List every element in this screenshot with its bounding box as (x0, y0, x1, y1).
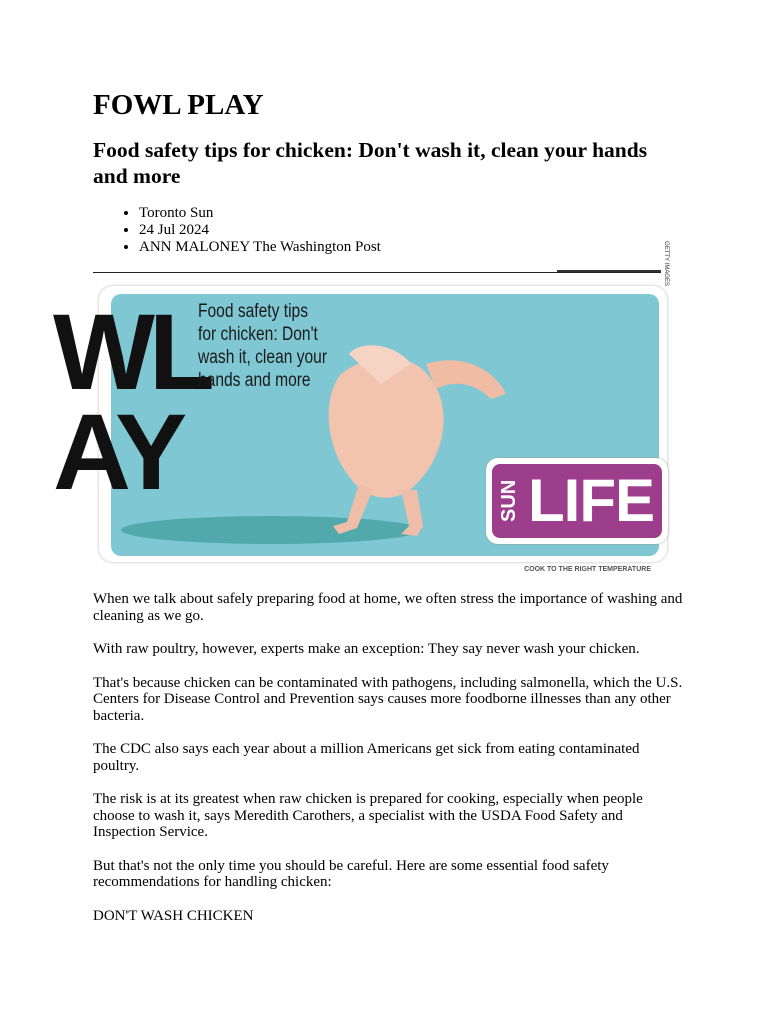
article-subtitle: Food safety tips for chicken: Don't wash it, clean your hands and more (93, 138, 648, 188)
paragraph: With raw poultry, however, experts make an exception: They say never wash your chicken. (93, 641, 640, 657)
article-meta-list (93, 205, 381, 256)
paragraph: That's because chicken can be contaminated with pathogens, including salmonella, which the U.S. Centers for Disease Control and Prevention says causes more foodborne illnesses than any other bacteria. (93, 674, 683, 724)
meta-source: • Toronto Sun (139, 205, 381, 222)
fowl-play-graphic-text: WL AY (53, 291, 209, 512)
photo-credit: GETTY IMAGES (663, 241, 669, 286)
divider-accent (557, 270, 661, 272)
chicken-shadow (121, 516, 421, 544)
divider (93, 272, 661, 273)
article-body (93, 591, 683, 941)
image-bottom-strip (93, 566, 673, 574)
paragraph: But that's not the only time you should be careful. Here are some essential food safety recommendations for handling chicken: (93, 857, 609, 890)
meta-date: • 24 Jul 2024 (139, 222, 381, 239)
badge-sun-text: SUN (498, 479, 520, 523)
article-title: FOWL PLAY (93, 89, 264, 121)
paragraph: The CDC also says each year about a million Americans get sick from eating contaminated poultry. (93, 741, 640, 774)
paragraph: When we talk about safely preparing food at home, we often stress the importance of washing and cleaning as we go. (93, 591, 683, 624)
sun-life-badge-inner (492, 464, 662, 538)
cook-temperature-text: COOK TO THE RIGHT TEMPERATURE (524, 566, 651, 573)
sun-life-badge (486, 458, 668, 544)
meta-author: • ANN MALONEY The Washington Post (139, 239, 381, 256)
image-headline: Food safety tips for chicken: Don't wash it, clean your hands and more (198, 301, 328, 391)
badge-life-text: LIFE (528, 467, 654, 534)
section-heading: DON'T WASH CHICKEN (93, 907, 254, 924)
paragraph: The risk is at its greatest when raw chicken is prepared for cooking, especially when people choose to wash it, says Meredith Carothers, a specialist with the USDA Food Safety and Inspection Service. (93, 791, 643, 840)
